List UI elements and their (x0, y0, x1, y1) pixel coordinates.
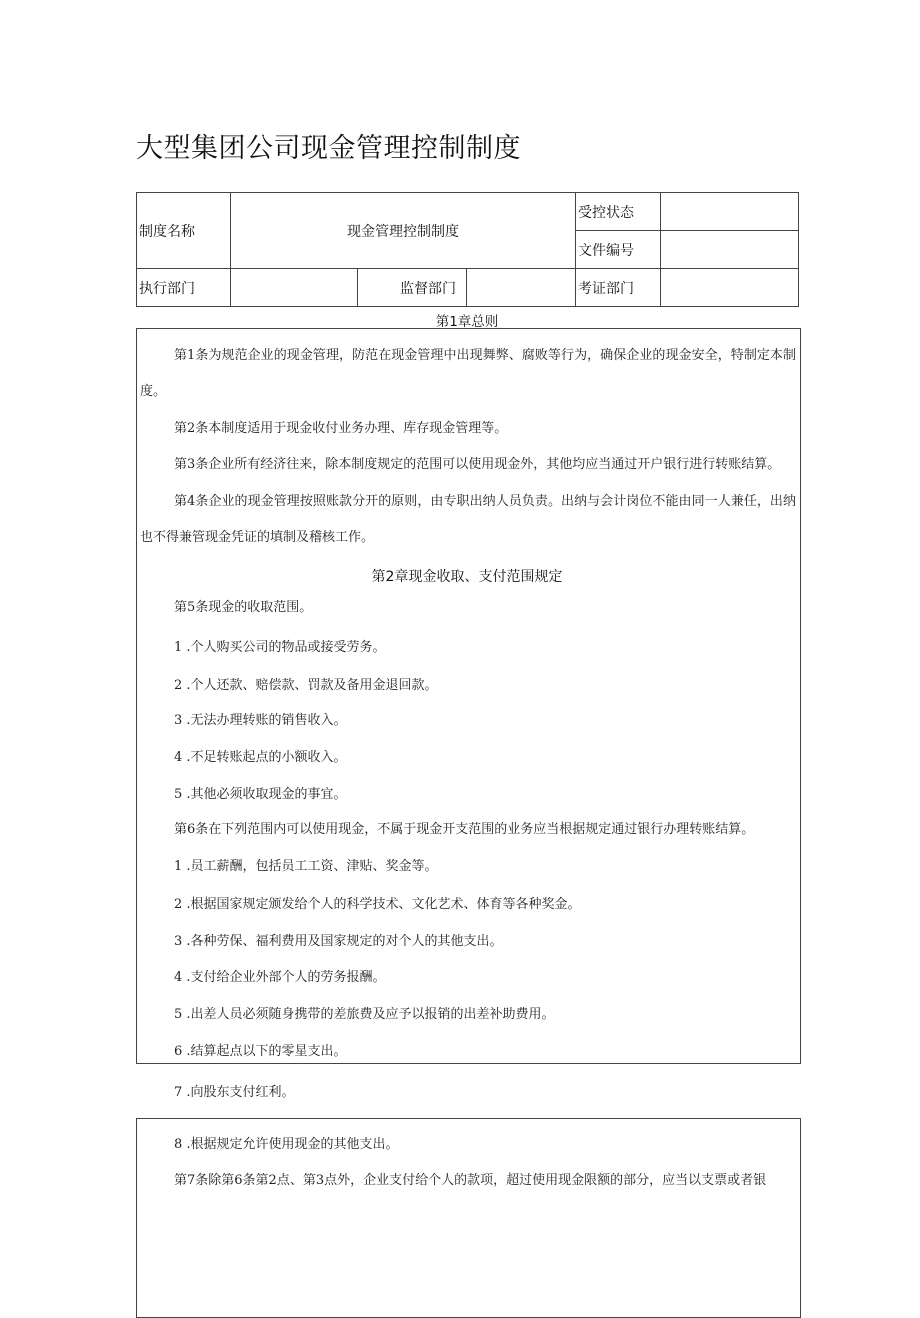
article-5-item-3: 3 .无法办理转账的销售收入。 (174, 713, 347, 728)
verify-dept-value (661, 269, 799, 307)
chapter2-heading: 第2章现金收取、支付范围规定 (371, 569, 563, 585)
article-6: 第6条在下列范围内可以使用现金，不属于现金开支范围的业务应当根据规定通过银行办理转账结算。 (174, 822, 755, 837)
article-5: 第5条现金的收取范围。 (174, 600, 313, 615)
verify-dept-label: 考证部门 (576, 269, 661, 307)
info-table (136, 192, 799, 307)
article-6-item-1: 1 .员工薪酬，包括员工工资、津贴、奖金等。 (174, 859, 438, 874)
document-title: 大型集团公司现金管理控制制度 (136, 133, 521, 164)
chapter1-heading: 第1章总则 (435, 314, 499, 330)
article-2: 第2条本制度适用于现金收付业务办理、库存现金管理等。 (174, 421, 508, 436)
file-no-value (661, 231, 799, 269)
article-6-item-4: 4 .支付给企业外部个人的劳务报酬。 (174, 970, 386, 985)
article-5-item-4: 4 .不足转账起点的小额收入。 (174, 750, 347, 765)
article-1: 第1条为规范企业的现金管理，防范在现金管理中出现舞弊、腐败等行为，确保企业的现金安全，特制定本制度。 (140, 348, 796, 399)
supervise-dept-label: 监督部门 (358, 269, 467, 307)
exec-dept-label: 执行部门 (137, 269, 231, 307)
article-6-item-8: 8 .根据规定允许使用现金的其他支出。 (174, 1137, 399, 1152)
exec-dept-value (231, 269, 358, 307)
article-4: 第4条企业的现金管理按照账款分开的原则，由专职出纳人员负责。出纳与会计岗位不能由同一人兼任，出纳也不得兼管现金凭证的填制及稽核工作。 (140, 494, 796, 545)
supervise-dept-value (467, 269, 576, 307)
name-label: 制度名称 (137, 193, 231, 269)
article-6-item-3: 3 .各种劳保、福利费用及国家规定的对个人的其他支出。 (174, 934, 503, 949)
article-6-item-6: 6 .结算起点以下的零星支出。 (174, 1044, 347, 1059)
article-7: 第7条除第6条第2点、第3点外，企业支付给个人的款项，超过使用现金限额的部分，应当以支票或者银 (174, 1173, 767, 1188)
control-status-label: 受控状态 (576, 193, 661, 231)
name-value: 现金管理控制制度 (231, 193, 576, 269)
article-6-item-5: 5 .出差人员必须随身携带的差旅费及应予以报销的出差补助费用。 (174, 1007, 555, 1022)
control-status-value (661, 193, 799, 231)
file-no-label: 文件编号 (576, 231, 661, 269)
article-5-item-5: 5 .其他必须收取现金的事宜。 (174, 787, 347, 802)
article-6-item-7: 7 .向股东支付红利。 (174, 1085, 295, 1100)
article-3: 第3条企业所有经济往来，除本制度规定的范围可以使用现金外，其他均应当通过开户银行进行转账结算。 (174, 457, 781, 472)
article-5-item-2: 2 .个人还款、赔偿款、罚款及备用金退回款。 (174, 678, 438, 693)
article-6-item-2: 2 .根据国家规定颁发给个人的科学技术、文化艺术、体育等各种奖金。 (174, 897, 581, 912)
article-5-item-1: 1 .个人购买公司的物品或接受劳务。 (174, 640, 386, 655)
